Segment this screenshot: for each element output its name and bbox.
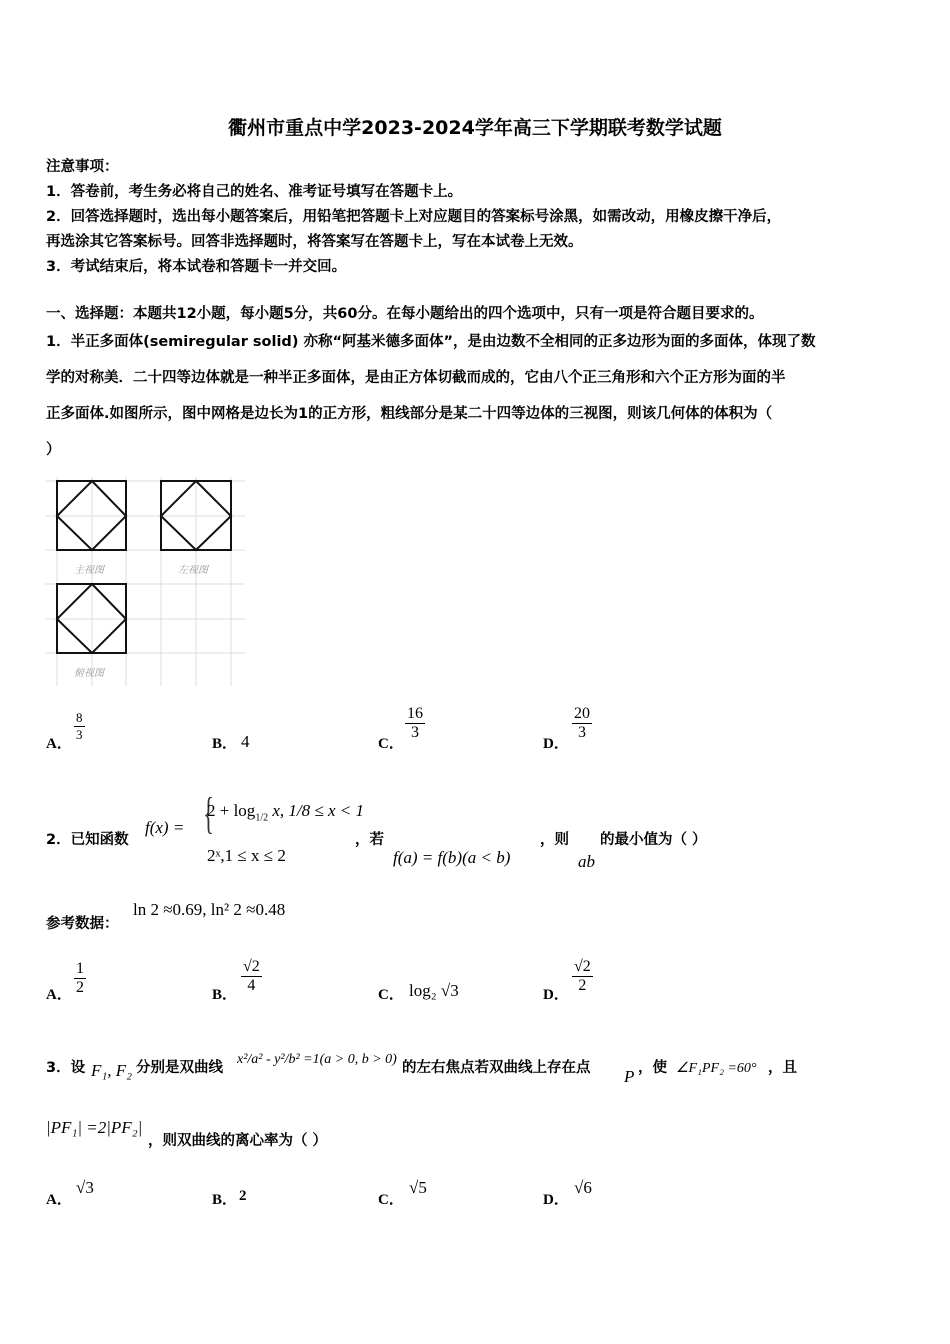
q3-option-b-value: 2 — [239, 1188, 247, 1204]
q3-shi: ，使 — [638, 1060, 667, 1076]
q3-prefix: 3．设 — [46, 1060, 86, 1076]
q2-option-b-value: $\frac{√2}{4}$ — [243, 958, 260, 994]
q1-option-c-value: $\frac{16}{3}$ — [407, 705, 423, 741]
q2-option-d-value: $\frac{√2}{2}$ — [574, 958, 591, 994]
section-heading: 一、选择题：本题共12小题，每小题5分，共60分。在每小题给出的四个选项中，只有一项是符合题目要求的。 — [46, 306, 764, 322]
q2-ab: ab — [578, 852, 595, 871]
q3-option-b[interactable]: B． — [212, 1192, 238, 1208]
side-view-label: 左视图 — [178, 565, 208, 576]
notice-item: 1．答卷前，考生务必将自己的姓名、准考证号填写在答题卡上。 — [46, 184, 463, 200]
q1-text: 正多面体.如图所示，图中网格是边长为1的正方形，粗线部分是某二十四等边体的三视图，则该几何体的体积为（ — [46, 406, 773, 422]
q3-point-p: P — [624, 1067, 635, 1086]
q2-ze: ，则 — [540, 832, 569, 848]
front-view-label: 主视图 — [74, 565, 104, 576]
q3-condition: |PF₁| =2|PF₂| — [46, 1118, 143, 1137]
q2-prefix: 2．已知函数 — [46, 832, 129, 848]
notice-heading: 注意事项： — [46, 159, 119, 175]
q3-option-c[interactable]: C． — [378, 1192, 404, 1208]
q3-mid2: 的左右焦点若双曲线上存在点 — [402, 1060, 591, 1076]
three-view-figure — [40, 474, 250, 689]
q3-mid1: 分别是双曲线 — [136, 1060, 223, 1076]
page-title: 衢州市重点中学2023-2024学年高三下学期联考数学试题 — [228, 117, 722, 139]
q1-option-d-value: $\frac{20}{3}$ — [574, 705, 590, 741]
q2-option-a[interactable]: A． — [46, 987, 72, 1003]
q1-text: 1．半正多面体(semiregular solid) 亦称“阿基米德多面体”，是由边数不全相同的正多边形为面的多面体，体现了数 — [46, 334, 816, 350]
q1-option-c[interactable]: C． — [378, 736, 404, 752]
q2-case1: $2 + \log_{1/2} x$, 1/8 ≤ x < 1 — [207, 801, 364, 824]
q2-brace: { — [203, 789, 214, 838]
notice-item: 再选涂其它答案标号。回答非选择题时，将答案写在答题卡上，写在本试卷上无效。 — [46, 234, 583, 250]
q3-suffix: ，则双曲线的离心率为（ ） — [148, 1133, 328, 1149]
q1-option-d[interactable]: D． — [543, 736, 569, 752]
q3-qie: ，且 — [768, 1060, 797, 1076]
q3-option-a-value: √3 — [76, 1178, 94, 1197]
q2-case2: 2ˣ,1 ≤ x ≤ 2 — [207, 846, 286, 865]
q2-option-a-value: $\frac{1}{2}$ — [76, 960, 84, 996]
q3-foci: F₁, F₂ — [91, 1061, 133, 1080]
q2-condition: f(a) = f(b)(a < b) — [393, 848, 511, 867]
q1-option-a[interactable]: A． — [46, 736, 72, 752]
q2-ruo: ，若 — [355, 832, 384, 848]
q2-fx: f(x) = — [145, 818, 185, 837]
notice-item: 2．回答选择题时，选出每小题答案后，用铅笔把答题卡上对应题目的答案标号涂黑，如需改动，用橡皮擦干净后， — [46, 209, 782, 225]
top-view-label: 俯视图 — [74, 668, 104, 679]
q2-option-b[interactable]: B． — [212, 987, 238, 1003]
q2-option-c-value: log₂ √3 — [409, 981, 459, 1000]
q1-text: ） — [46, 442, 61, 458]
q1-text: 学的对称美．二十四等边体就是一种半正多面体，是由正方体切截而成的，它由八个正三角形和六个正方形为面的半 — [46, 370, 786, 386]
q3-equation: x²/a² - y²/b² =1(a > 0, b > 0) — [237, 1052, 397, 1067]
q2-ref-label: 参考数据： — [46, 916, 119, 932]
q3-option-d-value: √6 — [574, 1178, 592, 1197]
q2-option-c[interactable]: C． — [378, 987, 404, 1003]
q2-ref-data: ln 2 ≈0.69, ln² 2 ≈0.48 — [133, 900, 286, 919]
q3-option-c-value: √5 — [409, 1178, 427, 1197]
q3-angle: ∠F₁PF₂ =60° — [676, 1061, 757, 1076]
notice-item: 3．考试结束后，将本试卷和答题卡一并交回。 — [46, 259, 347, 275]
q2-suffix: 的最小值为（ ） — [600, 832, 707, 848]
q1-option-b-value: 4 — [241, 732, 250, 751]
q1-option-b[interactable]: B． — [212, 736, 238, 752]
q1-option-a-value: $\frac{8}{3}$ — [76, 710, 83, 742]
q3-option-a[interactable]: A． — [46, 1192, 72, 1208]
q3-option-d[interactable]: D． — [543, 1192, 569, 1208]
q2-option-d[interactable]: D． — [543, 987, 569, 1003]
